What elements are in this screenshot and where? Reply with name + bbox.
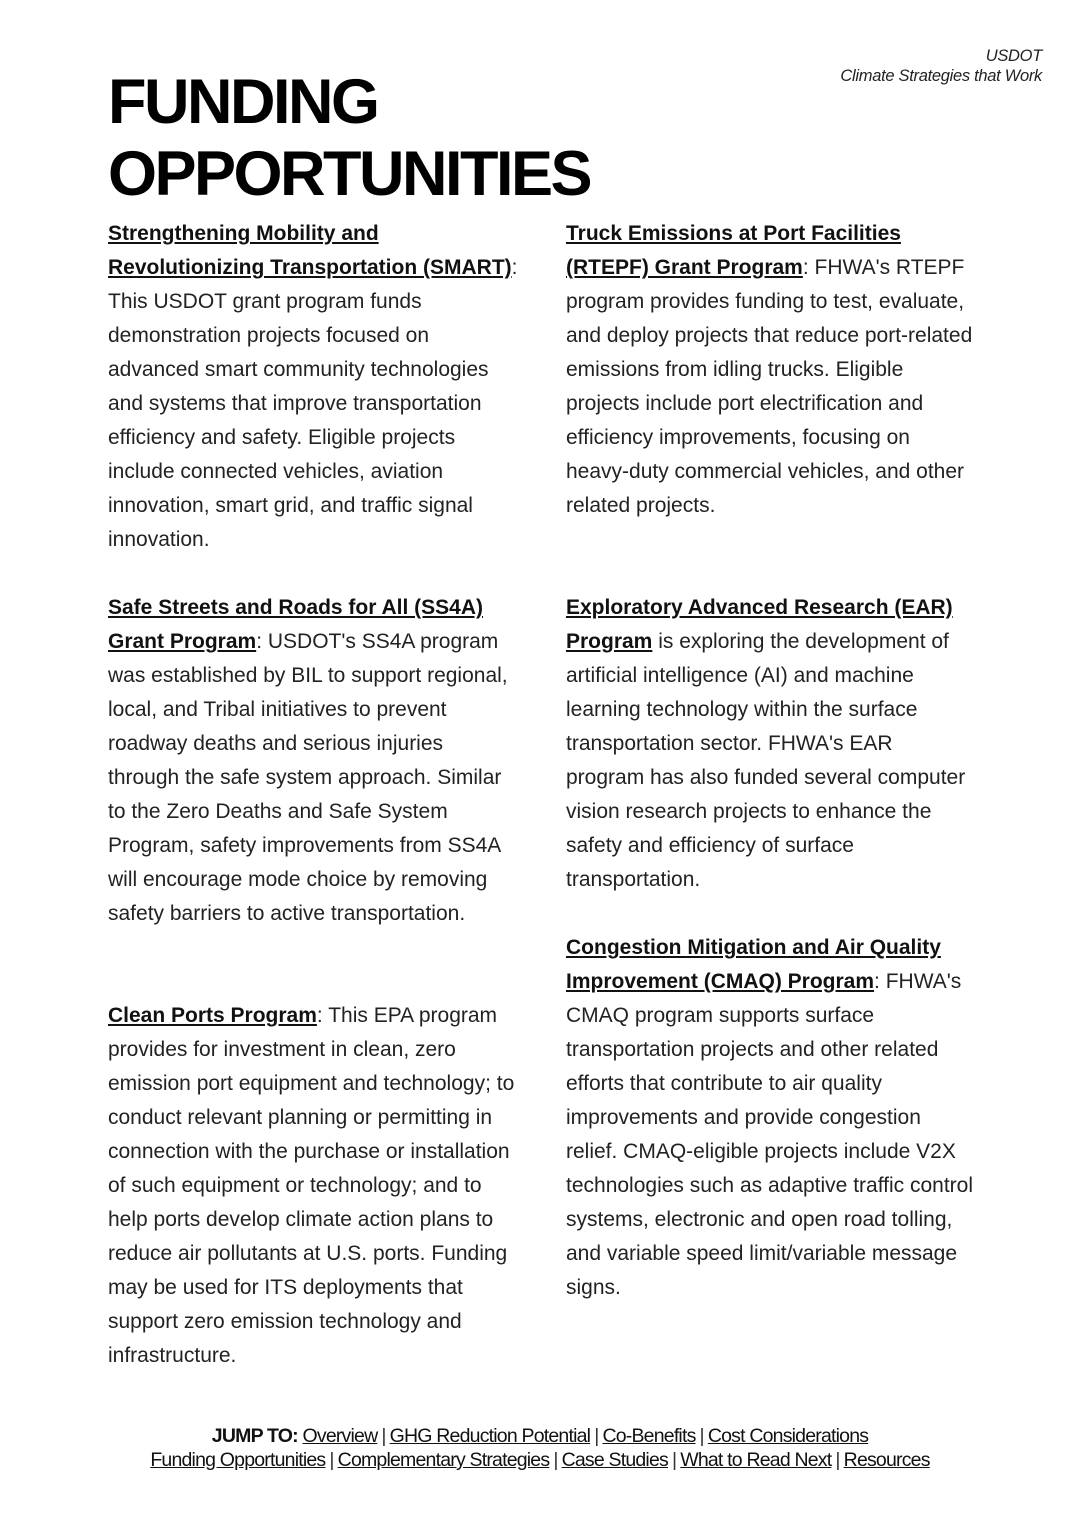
- header-series: Climate Strategies that Work: [840, 67, 1042, 85]
- separator: |: [594, 1425, 599, 1447]
- section-heading-link[interactable]: Strengthening Mobility and Revolutionizing Transportation (SMART): [108, 222, 512, 279]
- link-overview[interactable]: Overview: [302, 1425, 378, 1447]
- separator: |: [671, 1449, 677, 1471]
- title-line-2: OPPORTUNITIES: [108, 139, 591, 209]
- section-heading-link[interactable]: Safe Streets and Roads for All (SS4A) Grant Program: [108, 596, 483, 653]
- section-body: : FHWA's RTEPF program provides funding to test, evaluate, and deploy projects that reduce port-related emissions from idling trucks. Eligible projects include port electrification and efficiency improvements, focusing on heavy-duty commercial vehicles, and other related projects.: [566, 256, 973, 517]
- link-complementary-strategies[interactable]: Complementary Strategies: [337, 1449, 550, 1471]
- separator: |: [553, 1449, 558, 1471]
- separator: |: [329, 1449, 334, 1471]
- section-heading-link[interactable]: Exploratory Advanced Research (EAR) Program: [566, 596, 953, 653]
- link-resources[interactable]: Resources: [843, 1449, 930, 1471]
- page-title: [108, 66, 590, 210]
- link-ghg-reduction-potential[interactable]: GHG Reduction Potential: [389, 1425, 591, 1447]
- section-body: : USDOT's SS4A program was established by BIL to support regional, local, and Tribal initiatives to prevent roadway deaths and serious injuries through the safe system approach. Similar to the Zero Deaths and Safe System Program, safety improvements from SS4A will encourage mode choice by removing safety barriers to active transportation.: [108, 630, 508, 925]
- section-ear: [566, 591, 976, 897]
- section-body: is exploring the development of artificial intelligence (AI) and machine learning technology within the surface transportation sector. FHWA's EAR program has also funded several computer vision research projects to enhance the safety and efficiency of surface transportation.: [566, 630, 966, 891]
- section-smart: [108, 217, 518, 557]
- jump-to-nav: [0, 1424, 1080, 1472]
- link-cost-considerations[interactable]: Cost Considerations: [707, 1425, 869, 1447]
- section-cmaq: [566, 931, 976, 1305]
- section-body: : This EPA program provides for investment in clean, zero emission port equipment and technology; to conduct relevant planning or permitting in connection with the purchase or installation of such equipment or technology; and to help ports develop climate action plans to reduce air pollutants at U.S. ports. Funding may be used for ITS deployments that support zero emission technology and infrastructure.: [108, 1004, 515, 1367]
- section-heading-link[interactable]: Truck Emissions at Port Facilities (RTEPF) Grant Program: [566, 222, 901, 279]
- link-funding-opportunities[interactable]: Funding Opportunities: [150, 1449, 326, 1471]
- section-body: : This USDOT grant program funds demonstration projects focused on advanced smart community technologies and systems that improve transportation efficiency and safety. Eligible projects include connected vehicles, aviation innovation, smart grid, and traffic signal innovation.: [108, 256, 518, 551]
- section-body: : FHWA's CMAQ program supports surface transportation projects and other related efforts that contribute to air quality improvements and provide congestion relief. CMAQ-eligible projects include V2X technologies such as adaptive traffic control systems, electronic and open road tolling, and variable speed limit/variable message signs.: [566, 970, 974, 1299]
- separator: |: [699, 1425, 704, 1447]
- separator: |: [381, 1425, 386, 1447]
- section-heading-link[interactable]: Congestion Mitigation and Air Quality Improvement (CMAQ) Program: [566, 936, 941, 993]
- section-rtepf: [566, 217, 976, 523]
- section-clean-ports: [108, 999, 518, 1373]
- jump-to-label: JUMP TO:: [211, 1425, 298, 1447]
- link-co-benefits[interactable]: Co-Benefits: [602, 1425, 696, 1447]
- running-header: [840, 46, 1042, 86]
- title-line-1: FUNDING: [108, 67, 378, 137]
- header-org: USDOT: [985, 47, 1042, 65]
- separator: |: [835, 1449, 840, 1471]
- section-ss4a: [108, 591, 518, 931]
- link-case-studies[interactable]: Case Studies: [561, 1449, 668, 1471]
- section-heading-link[interactable]: Clean Ports Program: [108, 1004, 317, 1027]
- link-what-to-read-next[interactable]: What to Read Next: [680, 1449, 832, 1471]
